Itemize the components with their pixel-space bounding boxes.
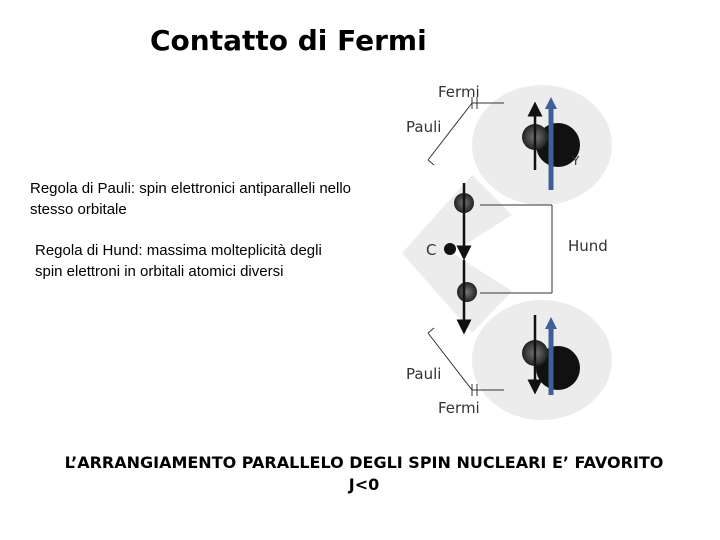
label-fermi-top: Fermi bbox=[438, 83, 480, 101]
page-title: Contatto di Fermi bbox=[150, 24, 427, 57]
label-pauli-top: Pauli bbox=[406, 118, 442, 136]
fermi-contact-diagram bbox=[392, 75, 628, 420]
hund-rule-note: Regola di Hund: massima molteplicità degli spin elettroni in orbitali atomici diversi bbox=[35, 242, 322, 280]
pauli-rule-note: Regola di Pauli: spin elettronici antiparalleli nello stesso orbitale bbox=[30, 180, 352, 218]
conclusion bbox=[14, 452, 714, 496]
conclusion-line-2: J<0 bbox=[348, 475, 380, 494]
label-hund: Hund bbox=[568, 237, 608, 255]
label-y: Y bbox=[572, 154, 580, 168]
label-pauli-bottom: Pauli bbox=[406, 365, 442, 383]
conclusion-line-1: L’ARRANGIAMENTO PARALLELO DEGLI SPIN NUCLEARI E’ FAVORITO bbox=[64, 453, 664, 472]
label-fermi-bottom: Fermi bbox=[438, 399, 480, 417]
label-carbon: C bbox=[426, 241, 437, 259]
